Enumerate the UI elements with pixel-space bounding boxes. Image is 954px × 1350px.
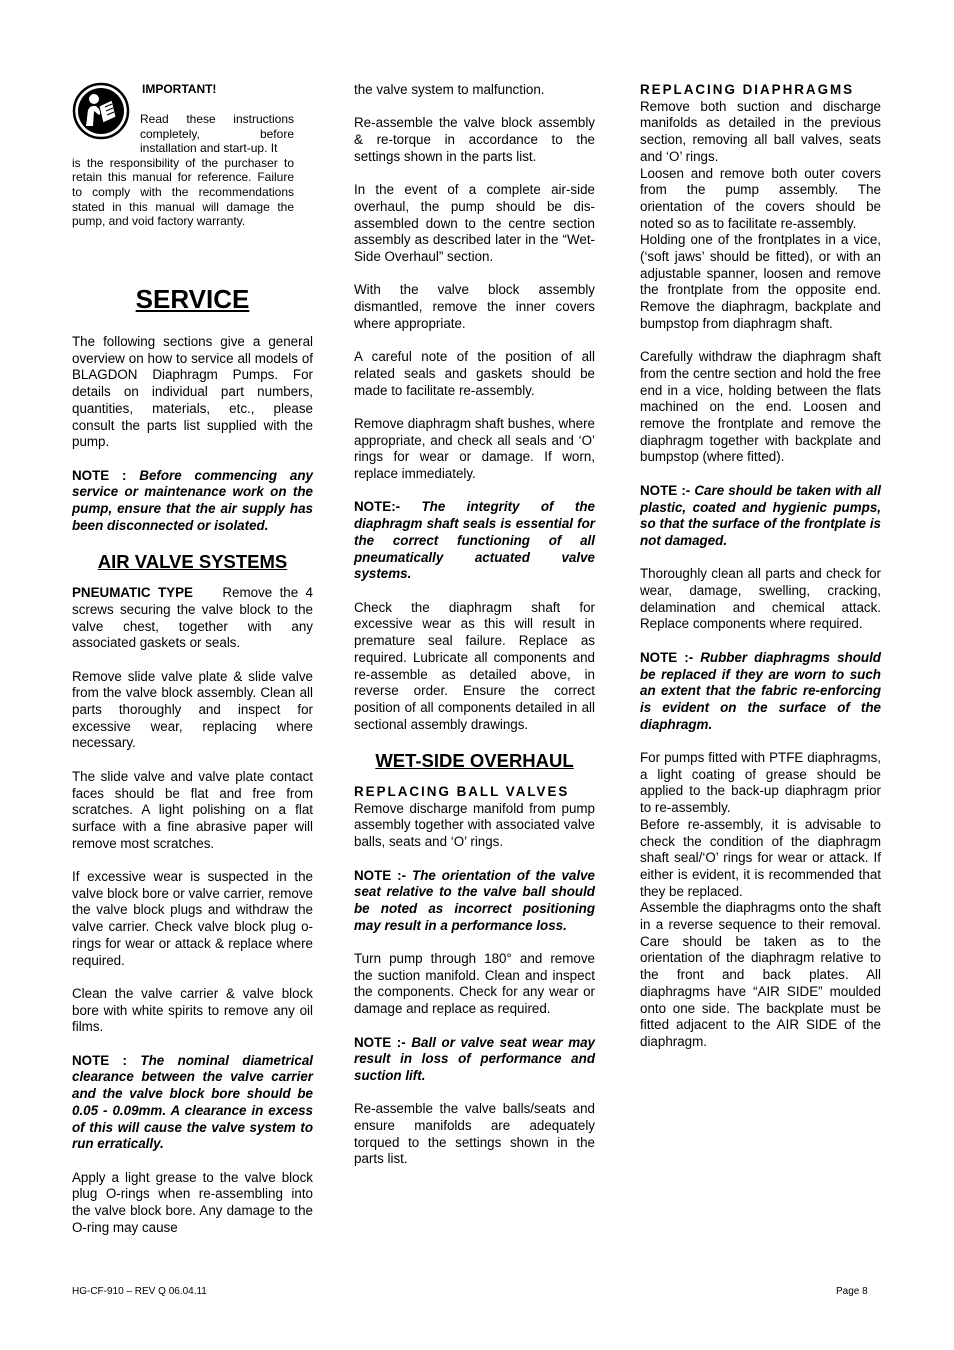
col3-d2: Loosen and remove both outer covers from the pump assembly. The orientation of the covers should be noted so as to facilitate re-assembly. <box>640 165 881 231</box>
service-heading: SERVICE <box>135 284 250 314</box>
col2-p4: With the valve block assembly dismantled, remove the inner covers where appropriate. <box>354 282 595 331</box>
note-label: NOTE : <box>72 1052 128 1068</box>
service-intro: The following sections give a general overview on how to service all models of BLAGDON Diaphragm Pumps. For details on individual part numbers, quantities, materials, etc., please consult the parts list supplied with the pump. <box>72 334 313 450</box>
note-text: The orientation of the valve seat relative to the valve ball should be noted as incorrect positioning may result in a performance loss. <box>354 867 595 933</box>
note-label: NOTE :- <box>640 482 691 498</box>
pneumatic-text: Remove the 4 screws securing the valve block to the valve chest, together with any associated gaskets or seals. <box>72 585 313 651</box>
ball-valves-paragraph <box>354 784 595 851</box>
col2-p2: Re-assemble the valve block assembly & re-torque in accordance to the settings shown in the parts list. <box>354 115 595 164</box>
col3-d7: Before re-assembly, it is advisable to check the condition of the diaphragm shaft seal/‘O’ rings for wear or attack. If either is evident, it is recommended that they be replaced. <box>640 816 881 899</box>
air-valve-heading: AIR VALVE SYSTEMS <box>97 551 288 573</box>
col2-p6: Remove diaphragm shaft bushes, where appropriate, and check all seals and ‘O’ rings for wear or damage. If worn, replace immediately. <box>354 415 595 482</box>
air-valve-p4: If excessive wear is suspected in the valve block bore or valve carrier, remove the valve block plugs and withdraw the valve carrier. Check valve block plug o-rings for wear or attack & replace where required. <box>72 869 313 968</box>
air-valve-note <box>72 1053 313 1153</box>
pneumatic-paragraph <box>72 585 313 652</box>
important-text <box>72 112 294 229</box>
col2-p7: Check the diaphragm shaft for excessive wear as this will result in premature seal failure. Replace as required. Lubricate all components and re-assemble as detailed above, in reverse order. Ensure the correct position of all components detailed in all sectional assembly drawings. <box>354 599 595 732</box>
wet-side-heading: WET-SIDE OVERHAUL <box>375 750 574 771</box>
col2-note1 <box>354 499 595 583</box>
important-notice <box>72 82 313 250</box>
note-text: Care should be taken with all plastic, coated and hygienic pumps, so that the surface of the frontplate is not damaged. <box>640 482 881 548</box>
note-text: Ball or valve seat wear may result in loss of performance and suction lift. <box>354 1034 595 1083</box>
col2-p1: the valve system to malfunction. <box>354 82 545 97</box>
note-text: The nominal diametrical clearance between the valve carrier and the valve block bore should be 0.05 - 0.09mm. A clearance in excess of this will cause the valve system to run erratically. <box>72 1052 313 1152</box>
important-title: IMPORTANT! <box>142 82 217 96</box>
note-text: Rubber diaphragms should be replaced if they are worn to such an extent that the fabric re-enforcing is evident on the surface of the diaphragm. <box>640 649 881 732</box>
col3-note2 <box>640 650 881 734</box>
diaphragms-paragraph <box>640 82 881 166</box>
ball-valves-label: REPLACING BALL VALVES <box>354 784 570 799</box>
diaphragms-label: REPLACING DIAPHRAGMS <box>640 82 855 97</box>
col2-p9: Re-assemble the valve balls/seats and ensure manifolds are adequately torqued to the settings shown in the parts list. <box>354 1101 595 1167</box>
column-left <box>72 82 313 1236</box>
service-note <box>72 468 313 535</box>
column-middle <box>354 82 595 1168</box>
col2-p5: A careful note of the position of all related seals and gaskets should be made to facilitate re-assembly. <box>354 349 595 398</box>
air-valve-p5: Clean the valve carrier & valve block bore with white spirits to remove any oil films. <box>72 985 313 1035</box>
col3-d5: Thoroughly clean all parts and check for wear, damage, swelling, cracking, delamination and chemical attack. Replace components where required. <box>640 566 881 632</box>
ball-valves-text: Remove discharge manifold from pump assembly together with associated valve balls, seats and ‘O’ rings. <box>354 800 595 850</box>
note-label: NOTE :- <box>640 649 694 665</box>
footer-page-number: Page 8 <box>836 1286 868 1297</box>
note-text: The integrity of the diaphragm shaft seals is essential for the correct functioning of all pneumatically actuated valve systems. <box>354 499 595 582</box>
diaphragms-d1: Remove both suction and discharge manifolds as detailed in the previous section, removing all ball valves, seats and ‘O’ rings. <box>640 98 881 164</box>
air-valve-p6: Apply a light grease to the valve block plug O-rings when re-assembling into the valve block bore. Any damage to the O-ring may cause <box>72 1169 313 1235</box>
note-label: NOTE:- <box>354 499 401 515</box>
footer-doc-reference: HG-CF-910 – REV Q 06.04.11 <box>72 1286 207 1297</box>
col3-d8: Assemble the diaphragms onto the shaft in a reverse sequence to their removal. Care should be taken as to the orientation of the diaphragm relative to the front and back plates. All diaphragms have “AIR SIDE” moulded onto one side. The backplate must be fitted adjacent to the AIR SIDE of the diaphragm. <box>640 900 881 1049</box>
col3-d6: For pumps fitted with PTFE diaphragms, a light coating of grease should be applied to the back-up diaphragm prior to re-assembly. <box>640 750 881 816</box>
col2-note3 <box>354 1035 595 1085</box>
pneumatic-label: PNEUMATIC TYPE <box>72 585 193 601</box>
col3-note1 <box>640 483 881 550</box>
air-valve-p3: The slide valve and valve plate contact faces should be flat and free from scratches. A light polishing on a flat surface with a fine abrasive paper will remove most scratches. <box>72 768 313 851</box>
col2-p3: In the event of a complete air-side overhaul, the pump should be dis-assembled down to the centre section assembly as described later in the “Wet-Side Overhaul” section. <box>354 182 595 264</box>
note-label: NOTE : <box>72 467 127 483</box>
column-right <box>640 82 881 1051</box>
important-text-first: Read these instructions completely, before installation and start-up. It <box>140 112 294 156</box>
col3-d3: Holding one of the frontplates in a vice, (‘soft jaws’ should be fitted), or with an adjustable spanner, loosen and remove the frontplate from the opposite end. Remove the diaphragm, backplate and bumpstop from diaphragm shaft. <box>640 232 881 331</box>
note-text: Before commencing any service or maintenance work on the pump, ensure that the air supply has been disconnected or isolated. <box>72 467 313 533</box>
important-text-rest: is the responsibility of the purchaser to retain this manual for reference. Failure to comply with the recommendations stated in this manual will damage the pump, and void factory warranty. <box>72 155 294 229</box>
note-label: NOTE :- <box>354 1034 406 1050</box>
col3-d4: Carefully withdraw the diaphragm shaft from the centre section and hold the free end in a vice, holding between the flats machined on the end. Loosen and remove the frontplate and remove the diaphragm together with backplate and bumpstop (where fitted). <box>640 349 881 465</box>
col2-p8: Turn pump through 180° and remove the suction manifold. Clean and inspect the components. Check for any wear or damage and replace as required. <box>354 951 595 1017</box>
air-valve-p2: Remove slide valve plate & slide valve from the valve block assembly. Clean all parts thoroughly and inspect for excessive wear, replacing where necessary. <box>72 668 313 751</box>
col2-note2 <box>354 868 595 935</box>
note-label: NOTE :- <box>354 867 407 883</box>
